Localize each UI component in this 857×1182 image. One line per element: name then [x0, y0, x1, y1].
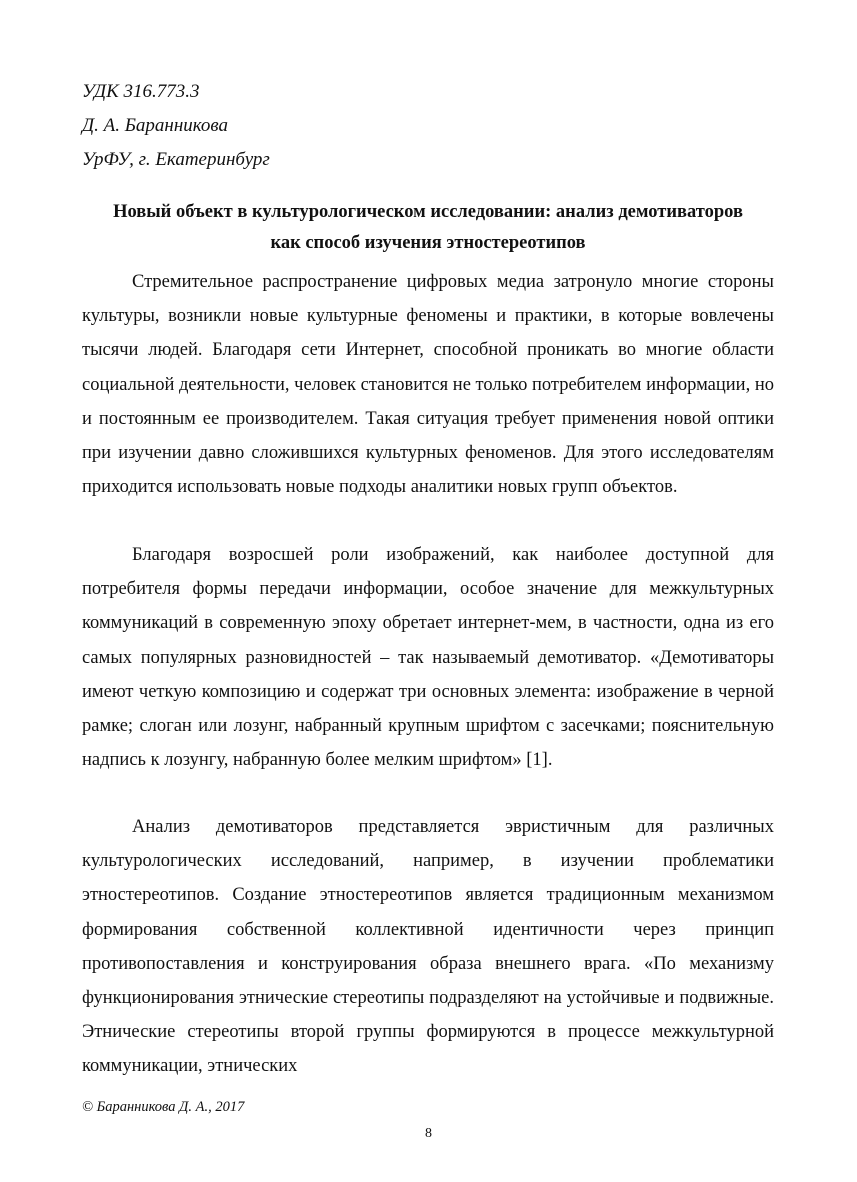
author-name: Д. А. Баранникова: [82, 115, 229, 136]
author-affiliation: УрФУ, г. Екатеринбург: [82, 149, 270, 170]
article-title-line-2: как способ изучения этностереотипов: [270, 233, 586, 253]
page-number: 8: [425, 1126, 432, 1141]
udk-code: УДК 316.773.3: [82, 81, 200, 102]
body-paragraph-2: Благодаря возросшей роли изображений, как наиболее доступной для потребителя формы передачи информации, особое значение для межкультурных коммуникаций в современную эпоху обретает интернет-мем, в частности, одна из его самых популярных разновидностей – так называемый демотиватор. «Демотиваторы имеют четкую композицию и содержат три основных элемента: изображение в черной рамке; слоган или лозунг, набранный крупным шрифтом с засечками; пояснительную надпись к лозунгу, набранную более мелким шрифтом» [1].: [82, 545, 774, 771]
article-title: [82, 197, 774, 259]
article-title-line-1: Новый объект в культурологическом исследовании: анализ демотиваторов: [113, 202, 743, 222]
body-paragraph-3: Анализ демотиваторов представляется эвристичным для различных культурологических исследований, например, в изучении проблематики этностереотипов. Создание этностереотипов является традиционным механизмом формирования собственной коллективной идентичности через принцип противопоставления и конструирования образа внешнего врага. «По механизму функционирования этнические стереотипы подразделяют на устойчивые и подвижные. Этнические стереотипы второй группы формируются в процессе межкультурной коммуникации, этнических: [82, 817, 774, 1077]
copyright-notice: © Баранникова Д. А., 2017: [82, 1099, 245, 1115]
body-paragraph-1: Стремительное распространение цифровых медиа затронуло многие стороны культуры, возникли новые культурные феномены и практики, в которые вовлечены тысячи людей. Благодаря сети Интернет, способной проникать во многие области социальной деятельности, человек становится не только потребителем информации, но и постоянным ее производителем. Такая ситуация требует применения новой оптики при изучении давно сложившихся культурных феноменов. Для этого исследователям приходится использовать новые подходы аналитики новых групп объектов.: [82, 272, 774, 498]
